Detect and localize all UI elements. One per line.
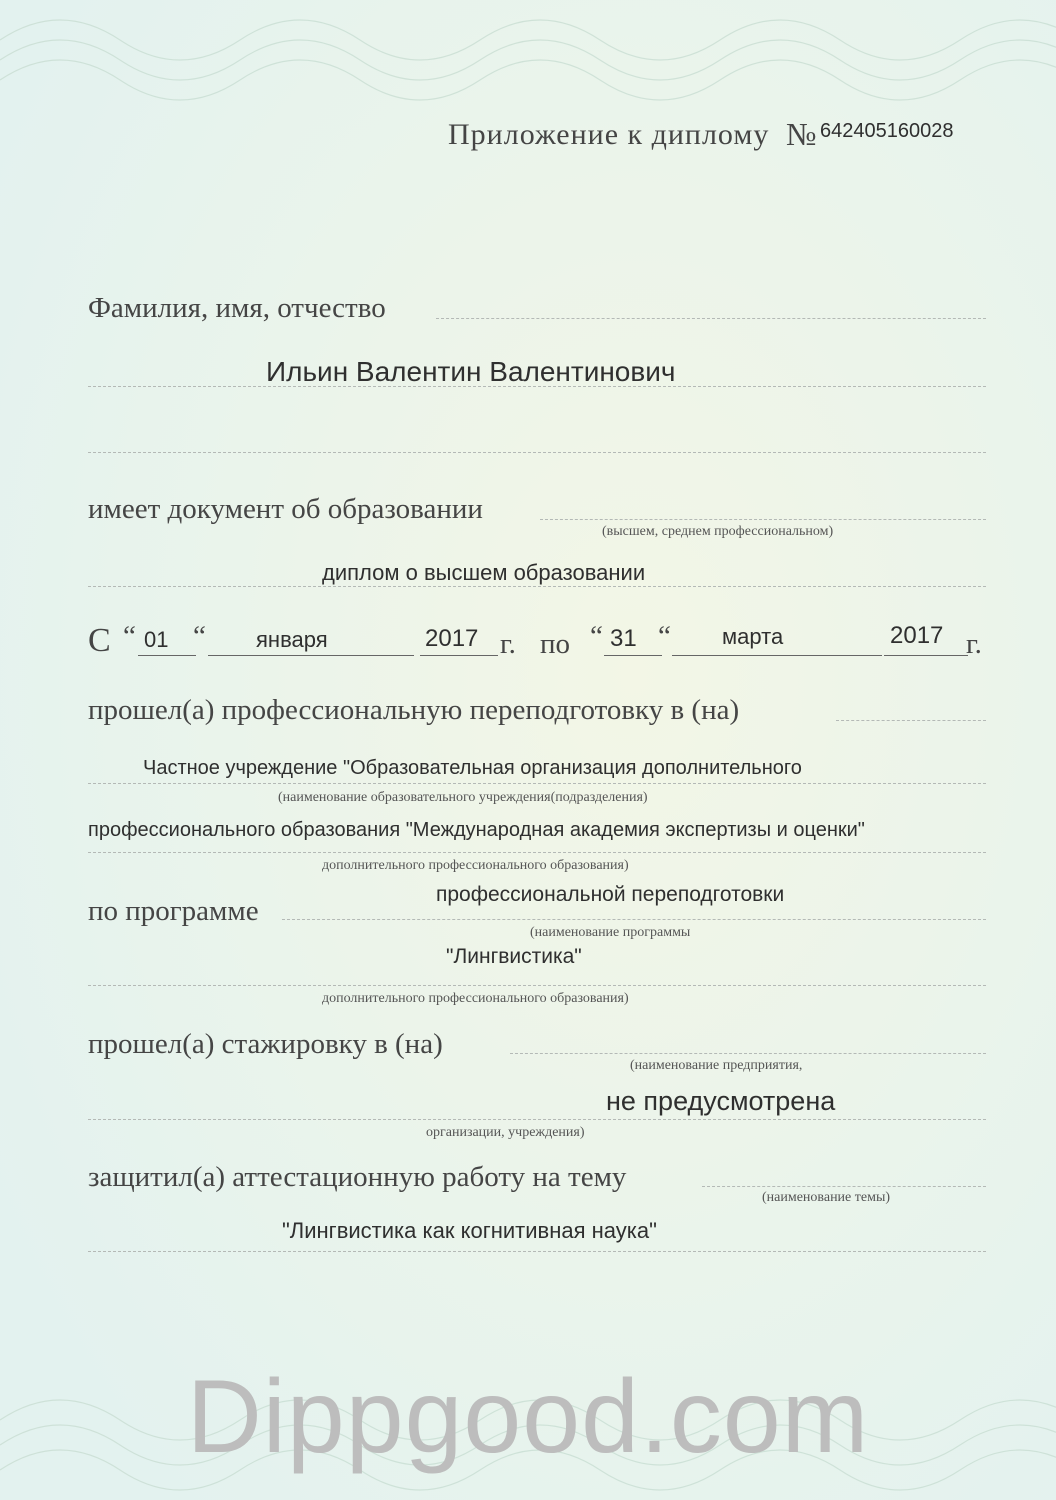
to-day: 31 — [610, 625, 637, 652]
fio-label: Фамилия, имя, отчество — [88, 292, 386, 324]
from-year-suffix: г. — [500, 628, 516, 660]
program-line-1 — [282, 919, 986, 920]
thesis-label: защитил(а) аттестационную работу на тему — [88, 1161, 627, 1193]
retraining-line-3 — [88, 852, 986, 853]
retraining-line-1 — [836, 720, 986, 721]
retraining-hint-1: (наименование образовательного учреждения(подразделения) — [278, 790, 648, 805]
to-day-line — [604, 655, 662, 656]
watermark: Dippgood.com — [186, 1359, 870, 1475]
retraining-org-line-2: профессионального образования "Международная академия экспертизы и оценки" — [88, 819, 865, 841]
fio-line-2 — [88, 386, 986, 387]
program-hint-2: дополнительного профессионального образования) — [322, 991, 629, 1006]
program-label: по программе — [88, 895, 259, 927]
education-value: диплом о высшем образовании — [322, 560, 646, 585]
internship-label: прошел(а) стажировку в (на) — [88, 1028, 443, 1060]
program-line-2 — [88, 985, 986, 986]
from-quote-open: “ — [123, 620, 136, 652]
from-month: января — [256, 627, 328, 652]
internship-hint-1: (наименование предприятия, — [630, 1058, 803, 1073]
document-title: Приложение к диплому — [448, 118, 770, 151]
thesis-line-1 — [702, 1186, 986, 1187]
to-year: 2017 — [890, 622, 944, 649]
thesis-hint: (наименование темы) — [762, 1190, 891, 1205]
internship-value: не предусмотрена — [606, 1086, 836, 1116]
internship-line-2 — [88, 1119, 986, 1120]
education-hint: (высшем, среднем профессиональном) — [602, 524, 834, 539]
retraining-hint-2: дополнительного профессионального образования) — [322, 858, 629, 873]
education-line-2 — [88, 586, 986, 587]
period-to-word: по — [540, 628, 571, 660]
from-quote-close: “ — [193, 620, 206, 652]
number-sign: № — [786, 116, 817, 152]
program-value-1: профессиональной переподготовки — [436, 883, 785, 906]
to-quote-open: “ — [590, 620, 603, 652]
retraining-org-line-1: Частное учреждение "Образовательная организация дополнительного — [143, 757, 802, 779]
from-day-line — [138, 655, 196, 656]
fio-value: Ильин Валентин Валентинович — [266, 356, 676, 387]
from-year: 2017 — [425, 625, 479, 652]
from-day: 01 — [144, 627, 169, 652]
retraining-label: прошел(а) профессиональную переподготовку в (на) — [88, 694, 740, 726]
thesis-line-2 — [88, 1251, 986, 1252]
program-value-2: "Лингвистика" — [446, 945, 582, 968]
fio-line-3 — [88, 452, 986, 453]
document-number: 642405160028 — [820, 120, 954, 142]
retraining-line-2 — [88, 783, 986, 784]
internship-line-1 — [510, 1053, 986, 1054]
program-hint-1: (наименование программы — [530, 925, 691, 940]
from-year-line — [420, 655, 498, 656]
education-label: имеет документ об образовании — [88, 493, 483, 525]
to-month: марта — [722, 624, 784, 649]
to-year-suffix: г. — [966, 628, 982, 660]
to-year-line — [884, 655, 968, 656]
to-month-line — [672, 655, 882, 656]
education-line-1 — [540, 519, 986, 520]
internship-hint-2: организации, учреждения) — [426, 1125, 585, 1140]
to-quote-close: “ — [658, 620, 671, 652]
from-month-line — [208, 655, 414, 656]
fio-line-1 — [436, 318, 986, 319]
thesis-value: "Лингвистика как когнитивная наука" — [282, 1218, 657, 1243]
period-prefix: С — [88, 622, 111, 659]
